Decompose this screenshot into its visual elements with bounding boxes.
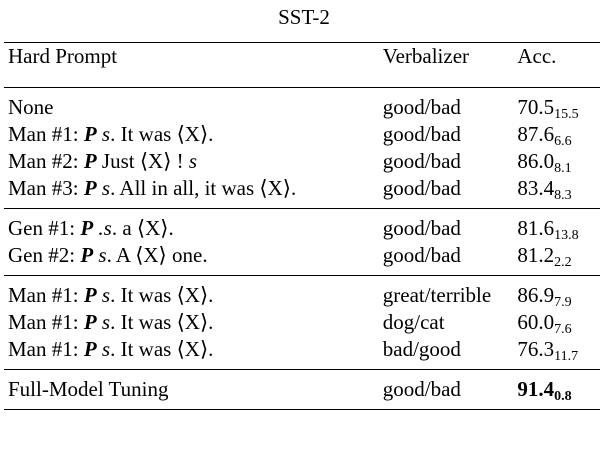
prompt-cell	[4, 148, 379, 175]
accuracy-mean: 70.5	[517, 95, 555, 119]
accuracy-mean: 60.0	[517, 310, 555, 334]
prompt-segment: P	[80, 216, 94, 240]
accuracy-mean: 83.4	[517, 176, 555, 200]
prompt-segment: Man #3:	[8, 176, 84, 200]
prompt-segment: s	[96, 176, 111, 200]
prompt-segment: . It was ⟨X⟩.	[110, 310, 214, 334]
prompt-cell	[4, 175, 379, 209]
header-verbalizer: Verbalizer	[379, 43, 514, 88]
prompt-segment: Full-Model Tuning	[8, 377, 169, 401]
accuracy-std: 15.5	[554, 107, 579, 122]
accuracy-cell	[513, 175, 600, 209]
prompt-cell	[4, 276, 379, 310]
prompt-cell	[4, 336, 379, 370]
prompt-segment: . a ⟨X⟩.	[111, 216, 174, 240]
accuracy-std: 2.2	[554, 255, 572, 270]
prompt-segment: s	[96, 122, 111, 146]
accuracy-mean: 76.3	[517, 337, 555, 361]
table-row	[4, 88, 600, 122]
prompt-segment: P	[80, 243, 94, 267]
table-row	[4, 370, 600, 410]
accuracy-mean: 86.9	[517, 283, 555, 307]
prompt-cell	[4, 242, 379, 276]
prompt-segment: Man #1:	[8, 283, 84, 307]
prompt-segment: P	[83, 122, 97, 146]
accuracy-cell	[513, 276, 600, 310]
prompt-segment: . It was ⟨X⟩.	[110, 122, 214, 146]
verbalizer-cell: good/bad	[382, 149, 461, 173]
accuracy-mean: 91.4	[517, 377, 555, 401]
accuracy-cell	[513, 370, 600, 410]
verbalizer-cell: good/bad	[382, 243, 461, 267]
prompt-segment: s	[96, 283, 111, 307]
prompt-segment: . It was ⟨X⟩.	[110, 337, 214, 361]
accuracy-cell	[513, 336, 600, 370]
accuracy-std: 8.3	[554, 188, 572, 203]
table-title-row	[4, 0, 600, 43]
results-table	[4, 0, 600, 410]
accuracy-mean: 87.6	[517, 122, 555, 146]
prompt-segment: Man #1:	[8, 122, 84, 146]
prompt-segment: P	[83, 283, 97, 307]
prompt-segment: P	[83, 176, 97, 200]
prompt-segment: . A ⟨X⟩ one.	[106, 243, 208, 267]
prompt-cell	[4, 370, 379, 410]
prompt-segment: Just ⟨X⟩ !	[96, 149, 189, 173]
prompt-segment: None	[8, 95, 54, 119]
table-row	[4, 276, 600, 310]
header-row	[4, 43, 600, 88]
prompt-segment: s	[96, 337, 111, 361]
prompt-segment: .s	[93, 216, 112, 240]
prompt-segment: s	[93, 243, 107, 267]
accuracy-std: 7.9	[554, 295, 572, 310]
prompt-cell	[4, 121, 379, 148]
table-title: SST-2	[278, 5, 330, 29]
prompt-segment: . It was ⟨X⟩.	[110, 283, 214, 307]
accuracy-std: 8.1	[554, 161, 572, 176]
header-accuracy: Acc.	[513, 43, 600, 88]
accuracy-cell	[513, 88, 600, 122]
prompt-segment: Man #1:	[8, 337, 84, 361]
accuracy-cell	[513, 121, 600, 148]
accuracy-std: 0.8	[554, 389, 572, 404]
prompt-segment: Man #2:	[8, 149, 84, 173]
prompt-segment: Gen #2:	[8, 243, 81, 267]
prompt-segment: s	[188, 149, 198, 173]
accuracy-std: 7.6	[554, 322, 572, 337]
verbalizer-cell: great/terrible	[379, 276, 514, 310]
accuracy-std: 11.7	[554, 349, 579, 364]
table-row	[4, 336, 600, 370]
verbalizer-cell: good/bad	[379, 209, 514, 243]
table-row	[4, 175, 600, 209]
table-row	[4, 148, 600, 175]
prompt-segment: P	[83, 310, 97, 334]
verbalizer-cell: bad/good	[382, 337, 461, 361]
accuracy-cell	[513, 309, 600, 336]
verbalizer-cell: good/bad	[382, 176, 461, 200]
prompt-segment: s	[96, 310, 111, 334]
accuracy-mean: 81.6	[517, 216, 555, 240]
prompt-cell	[4, 209, 379, 243]
verbalizer-cell: good/bad	[379, 370, 514, 410]
accuracy-cell	[513, 209, 600, 243]
accuracy-cell	[513, 148, 600, 175]
prompt-cell	[4, 309, 379, 336]
table-row	[4, 209, 600, 243]
verbalizer-cell: good/bad	[379, 88, 514, 122]
prompt-segment: . All in all, it was ⟨X⟩.	[110, 176, 297, 200]
table-body	[4, 0, 600, 410]
verbalizer-cell: dog/cat	[382, 310, 445, 334]
accuracy-mean: 86.0	[517, 149, 555, 173]
table-row	[4, 242, 600, 276]
header-hard-prompt: Hard Prompt	[4, 43, 379, 88]
prompt-cell	[4, 88, 379, 122]
prompt-segment: P	[83, 149, 97, 173]
accuracy-cell	[513, 242, 600, 276]
table-row	[4, 121, 600, 148]
accuracy-mean: 81.2	[517, 243, 555, 267]
verbalizer-cell: good/bad	[382, 122, 461, 146]
prompt-segment: P	[83, 337, 97, 361]
accuracy-std: 13.8	[554, 228, 579, 243]
accuracy-std: 6.6	[554, 134, 572, 149]
prompt-segment: Gen #1:	[8, 216, 81, 240]
prompt-segment: Man #1:	[8, 310, 84, 334]
table-row	[4, 309, 600, 336]
